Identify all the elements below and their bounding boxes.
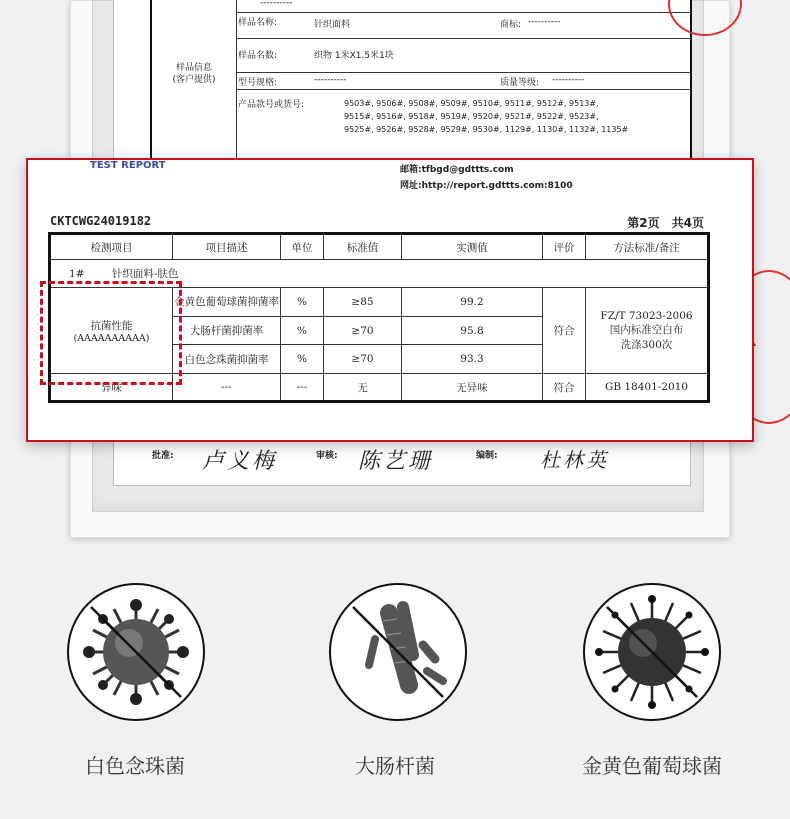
review-signature: 陈艺珊: [358, 449, 434, 474]
caption-candida: 白色念珠菌: [85, 754, 185, 778]
model-row: 型号规格: ---------- 质量等级: ----------: [236, 72, 690, 90]
page-indicator: 第2页 共4页: [627, 216, 704, 230]
table-header-row: 检测项目 项目描述 单位 标准值 实测值 评价 方法标准/备注: [50, 234, 709, 260]
candida-virus-icon: [67, 583, 205, 721]
sample-info-label: 样品信息 (客户提供): [172, 63, 216, 85]
contact-website: 网址:http://report.gdttts.com:8100: [400, 181, 573, 191]
sample-name-row: 样品名称: 针织面料 商标: ----------: [236, 12, 690, 39]
antibacterial-group-cell: 抗菌性能 (AAAAAAAAAA): [50, 288, 173, 374]
method-cell: FZ/T 73023-2006 国内标准空白布 洗涤300次: [586, 288, 709, 374]
sample-count-row: 样品名数: 织物 1米X1.5米1块: [236, 38, 690, 73]
highlight-dashed-box: [40, 281, 182, 385]
report-code: CKTCWG24019182: [50, 214, 152, 228]
staphylococcus-icon: [583, 583, 721, 721]
table-row: 抗菌性能 (AAAAAAAAAA) 金黄色葡萄球菌抑菌率 % ≥85 99.2 符合 FZ/T 73023-2006 国内标准空白布 洗涤300次: [50, 288, 709, 317]
caption-e-coli: 大肠杆菌: [355, 754, 435, 778]
signature-row: 批准: 卢义梅 审核: 陈艺珊 编制: 杜林英: [150, 438, 688, 482]
top-dashes: ----------: [260, 0, 293, 8]
contact-email: 邮箱:tfbgd@gdttts.com: [400, 165, 514, 175]
table-row: 大肠杆菌抑菌率 % ≥70 95.8: [50, 317, 709, 345]
odor-row: 异味 --- --- 无 无异味 符合 GB 18401-2010: [50, 374, 709, 402]
sample-row: 1# 针织面料-肤色: [50, 260, 709, 288]
approve-signature: 卢义梅: [202, 449, 278, 474]
compile-signature: 杜林英: [540, 448, 609, 472]
sample-info-table: [150, 0, 692, 160]
test-report-header: TEST REPORT: [90, 160, 166, 171]
table-row: 白色念珠菌抑菌率 % ≥70 93.3: [50, 345, 709, 374]
product-code-row: 产品款号或货号: 9503#, 9506#, 9508#, 9509#, 9510#, 9511#, 9512#, 9513#, 9515#, 9516#, 9518#, 9519#, 9520#, 9521#, 9522#, 9523#, 9525#, 9526#, 9528#, 9529#, 9530#, 1129#, 1130#, 1132#, 1135#: [238, 99, 629, 134]
e-coli-bacteria-icon: [329, 583, 467, 721]
caption-staphylococcus: 金黄色葡萄球菌: [582, 754, 722, 778]
